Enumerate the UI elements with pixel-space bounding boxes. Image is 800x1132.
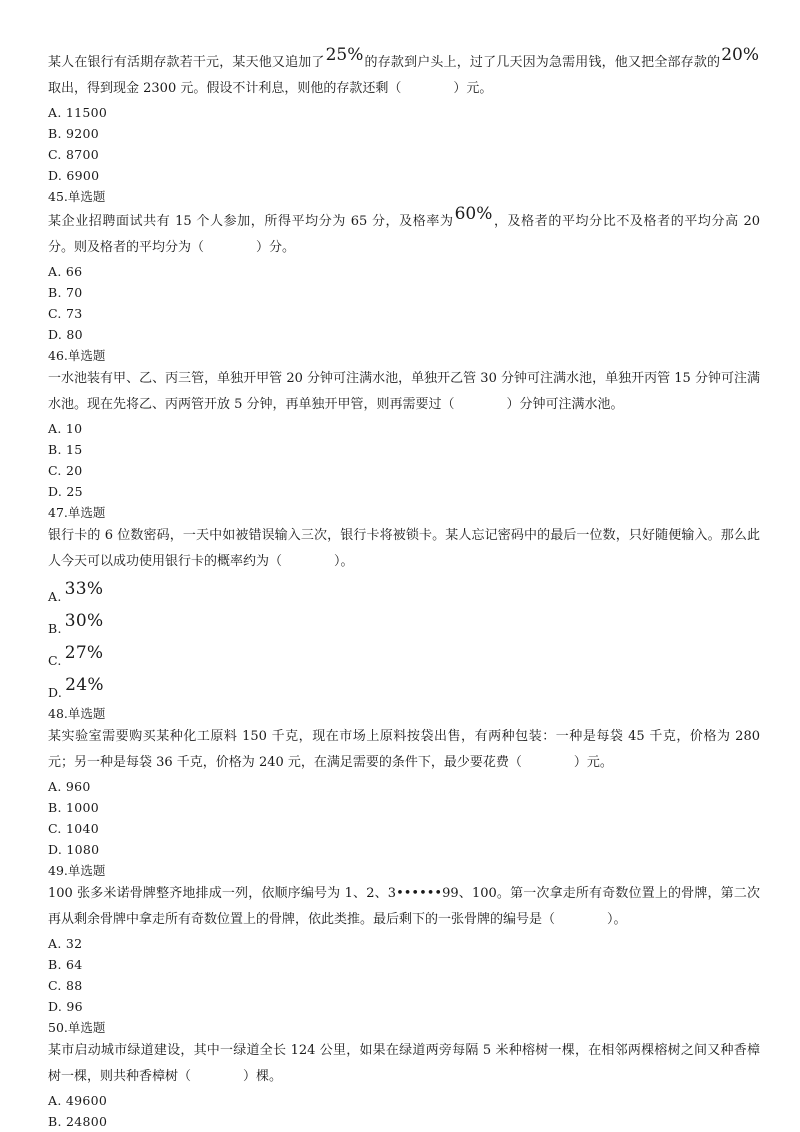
option-b: B. 64 [48, 957, 83, 972]
formula: 20% [721, 45, 759, 65]
text-segment: ）元。 [573, 755, 613, 770]
text-segment: 的存款到户头上，过了几天因为急需用钱，他又把全部存款的 [364, 55, 721, 70]
option-a: A. 960 [48, 779, 91, 794]
option-c: C. 88 [48, 978, 83, 993]
question-text [48, 1038, 760, 1090]
formula: 33% [64, 579, 104, 599]
option-b: B. 15 [48, 442, 83, 457]
question-header: 50.单选题 [48, 1020, 106, 1035]
question-text [48, 366, 760, 418]
text-segment: ）分。 [256, 240, 296, 255]
text-segment: 某实验室需要购买某种化工原料 150 千克，现在市场上原料按袋出售，有两种包装：一种是每袋 45 千克，价格为 280 元；另一种是每袋 36 千克，价格为 240 元，在满足需要的条件下，最少要花费（ [48, 729, 760, 770]
question-text [48, 45, 760, 102]
question-text [48, 204, 760, 261]
formula: 27% [64, 643, 104, 663]
option-d [48, 671, 760, 703]
question-49 [48, 860, 760, 1017]
option-a: A. 49600 [48, 1093, 108, 1108]
question-48 [48, 703, 760, 860]
question-header: 48.单选题 [48, 706, 106, 721]
question-text [48, 523, 760, 575]
text-segment: ）。 [607, 912, 627, 927]
option-d: D. 80 [48, 327, 83, 342]
option-letter: A. [48, 589, 62, 604]
question-50 [48, 1017, 760, 1132]
text-segment: 取出，得到现金 2300 元。假设不计利息，则他的存款还剩（ [48, 81, 402, 96]
option-d: D. 1080 [48, 842, 100, 857]
option-d: D. 6900 [48, 168, 100, 183]
text-segment: 某人在银行有活期存款若干元，某天他又追加了 [48, 55, 325, 70]
question-45 [48, 186, 760, 345]
option-c: C. 73 [48, 306, 83, 321]
option-a: A. 66 [48, 264, 83, 279]
text-segment: 某市启动城市绿道建设，其中一绿道全长 124 公里，如果在绿道两旁每隔 5 米种榕树一棵，在相邻两棵榕树之间又种香樟树一棵，则共种香樟树（ [48, 1043, 760, 1084]
formula: 25% [325, 45, 364, 65]
option-letter: C. [48, 653, 62, 668]
option-letter: D. [48, 685, 63, 700]
option-a [48, 575, 760, 607]
question-header: 47.单选题 [48, 505, 106, 520]
text-segment: ）。 [334, 554, 354, 569]
option-a: A. 11500 [48, 105, 108, 120]
question-header: 49.单选题 [48, 863, 106, 878]
text-segment: 一水池装有甲、乙、丙三管，单独开甲管 20 分钟可注满水池，单独开乙管 30 分钟可注满水池，单独开丙管 15 分钟可注满水池。现在先将乙、丙两管开放 5 分钟，再单独开甲管，则再需要过（ [48, 371, 760, 412]
text-segment: 100 张多米诺骨牌整齐地排成一列，依顺序编号为 1、2、3••••••99、100。第一次拿走所有奇数位置上的骨牌，第二次再从剩余骨牌中拿走所有奇数位置上的骨牌，依此类推。最后剩下的一张骨牌的编号是（ [48, 886, 760, 927]
text-segment: ，及格者的平均分比不及格者的平均分高 20 分。则及格者的平均分为（ [48, 214, 760, 255]
option-b: B. 1000 [48, 800, 100, 815]
question-header: 45.单选题 [48, 189, 106, 204]
option-c [48, 639, 760, 671]
formula: 30% [64, 611, 104, 631]
question-46 [48, 345, 760, 502]
question-list [48, 46, 760, 1132]
question-text [48, 724, 760, 776]
option-b: B. 70 [48, 285, 83, 300]
option-a: A. 10 [48, 421, 83, 436]
text-segment: ）棵。 [243, 1069, 283, 1084]
option-b [48, 607, 760, 639]
option-d: D. 96 [48, 999, 83, 1014]
option-letter: B. [48, 621, 62, 636]
text-segment: ）分钟可注满水池。 [506, 397, 624, 412]
formula: 24% [65, 675, 104, 695]
question-header: 46.单选题 [48, 348, 106, 363]
question-44 [48, 45, 760, 186]
text-segment: 某企业招聘面试共有 15 个人参加，所得平均分为 65 分，及格率为 [48, 214, 454, 229]
option-c: C. 8700 [48, 147, 99, 162]
option-d: D. 25 [48, 484, 83, 499]
text-segment: 银行卡的 6 位数密码，一天中如被错误输入三次，银行卡将被锁卡。某人忘记密码中的最后一位数，只好随便输入。那么此人今天可以成功使用银行卡的概率约为（ [48, 528, 760, 569]
question-47 [48, 502, 760, 703]
option-a: A. 32 [48, 936, 83, 951]
option-c: C. 1040 [48, 821, 99, 836]
option-b: B. 9200 [48, 126, 100, 141]
text-segment: ）元。 [453, 81, 493, 96]
question-text [48, 881, 760, 933]
formula: 60% [454, 204, 493, 224]
option-b: B. 24800 [48, 1114, 108, 1129]
option-c: C. 20 [48, 463, 83, 478]
